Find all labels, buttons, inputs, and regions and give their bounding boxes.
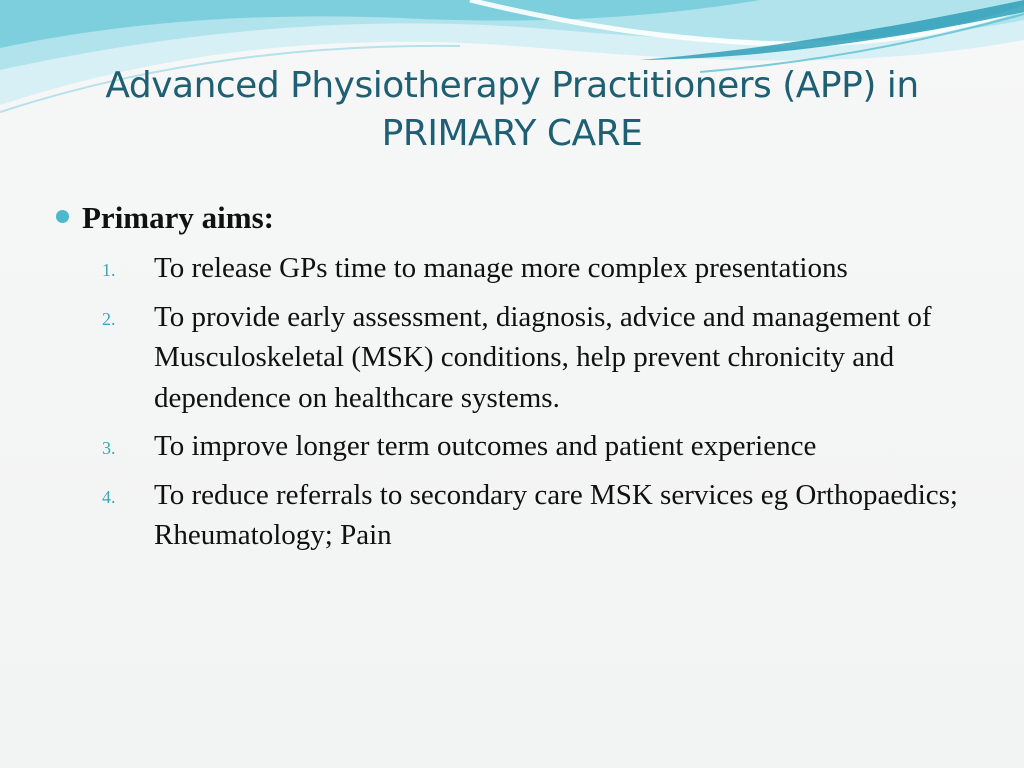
title-line-2: PRIMARY CARE	[381, 113, 643, 154]
list-item	[56, 426, 976, 467]
list-number: 1.	[102, 260, 116, 280]
list-item-text: To reduce referrals to secondary care MSK services eg Orthopaedics; Rheumatology; Pain	[154, 478, 958, 551]
list-item	[56, 248, 976, 289]
bullet-primary-aims	[56, 196, 976, 240]
list-item-text: To release GPs time to manage more complex presentations	[154, 252, 848, 284]
list-item-text: To provide early assessment, diagnosis, advice and management of Musculoskeletal (MSK) conditions, help prevent chronicity and dependence on healthcare systems.	[154, 300, 932, 414]
aims-list	[56, 248, 976, 556]
list-item	[56, 297, 976, 419]
slide-body	[56, 196, 976, 564]
list-number: 3.	[102, 438, 116, 458]
list-number: 2.	[102, 308, 116, 329]
title-line-1: Advanced Physiotherapy Practitioners (APP) in	[105, 65, 919, 106]
bullet-dot-icon	[56, 210, 69, 223]
bullet-heading: Primary aims:	[82, 200, 274, 235]
list-number: 4.	[102, 486, 116, 507]
list-item-text: To improve longer term outcomes and patient experience	[154, 430, 817, 462]
list-item	[56, 475, 976, 556]
slide-title	[40, 62, 984, 158]
